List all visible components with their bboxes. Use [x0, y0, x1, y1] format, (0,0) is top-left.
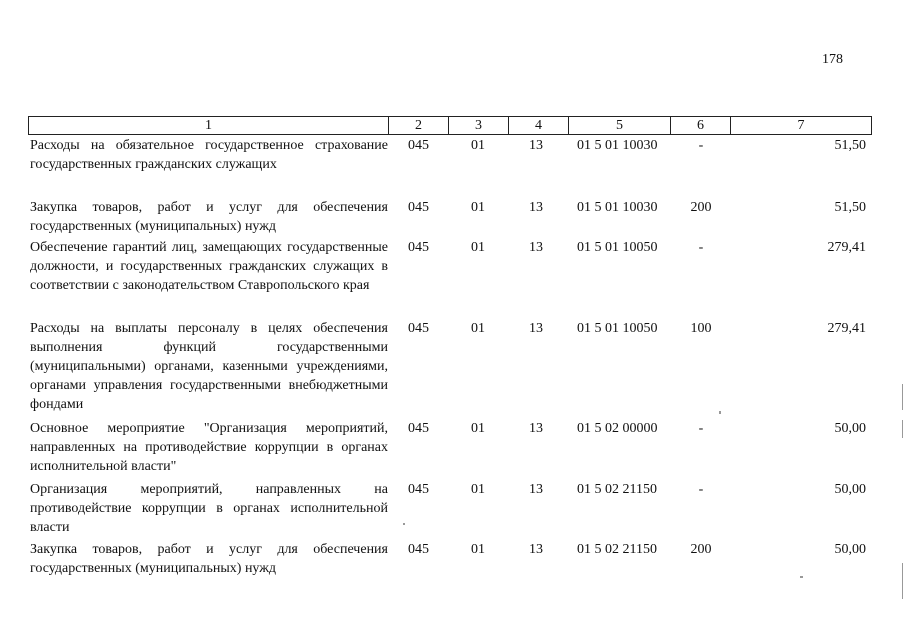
- cell-expense-type: 200: [690, 542, 712, 557]
- cell-target-article: 01 5 01 10050: [577, 321, 658, 336]
- cell-expense-type: 200: [690, 200, 712, 215]
- column-header-3: 3: [449, 117, 509, 135]
- row-description: Закупка товаров, работ и услуг для обеспечения государственных (муниципальных) нужд: [30, 200, 388, 234]
- column-header-6: 6: [671, 117, 731, 135]
- cell-target-article: 01 5 01 10030: [577, 138, 658, 153]
- cell-expense-type: -: [698, 421, 704, 436]
- cell-amount: 50,00: [834, 542, 866, 557]
- cell-subsection: 13: [529, 542, 543, 557]
- column-header-2: 2: [389, 117, 449, 135]
- row-description: Основное мероприятие "Организация мероприятий, направленных на противодействие коррупции в органах исполнительной власти": [30, 421, 388, 474]
- cell-ministry-code: 045: [408, 240, 429, 255]
- cell-subsection: 13: [529, 421, 543, 436]
- cell-amount: 51,50: [834, 200, 866, 215]
- cell-ministry-code: 045: [408, 138, 429, 153]
- scan-speck: [800, 576, 803, 578]
- cell-subsection: 13: [529, 321, 543, 336]
- scan-speck: [403, 523, 405, 525]
- column-header-4: 4: [509, 117, 569, 135]
- cell-ministry-code: 045: [408, 200, 429, 215]
- column-header-5: 5: [569, 117, 671, 135]
- cell-section: 01: [471, 542, 485, 557]
- cell-ministry-code: 045: [408, 482, 429, 497]
- cell-amount: 51,50: [834, 138, 866, 153]
- cell-section: 01: [471, 240, 485, 255]
- cell-ministry-code: 045: [408, 421, 429, 436]
- row-description: Обеспечение гарантий лиц, замещающих государственные должности, и государственных гражданских служащих в соответствии с законодательством Ставропольского края: [30, 240, 388, 293]
- cell-amount: 50,00: [834, 421, 866, 436]
- scan-edge-mark: [902, 420, 903, 438]
- row-description: Расходы на выплаты персоналу в целях обеспечения выполнения функций государственными (муниципальными) органами, казенными учреждениями, органами управления государственными внебюджетными фондами: [30, 321, 388, 412]
- cell-section: 01: [471, 321, 485, 336]
- row-description: Закупка товаров, работ и услуг для обеспечения государственных (муниципальных) нужд: [30, 542, 388, 576]
- cell-expense-type: -: [698, 138, 704, 153]
- cell-target-article: 01 5 02 21150: [577, 482, 657, 497]
- row-description: Организация мероприятий, направленных на противодействие коррупции в органах исполнительной власти: [30, 482, 388, 535]
- cell-section: 01: [471, 421, 485, 436]
- cell-amount: 279,41: [827, 240, 866, 255]
- cell-target-article: 01 5 01 10050: [577, 240, 658, 255]
- cell-target-article: 01 5 02 21150: [577, 542, 657, 557]
- cell-expense-type: -: [698, 240, 704, 255]
- scan-speck: [719, 411, 721, 414]
- cell-target-article: 01 5 01 10030: [577, 200, 658, 215]
- row-description: Расходы на обязательное государственное страхование государственных гражданских служащих: [30, 138, 388, 172]
- scan-edge-mark: [902, 384, 903, 410]
- column-header-row: [28, 116, 872, 135]
- cell-expense-type: -: [698, 482, 704, 497]
- cell-subsection: 13: [529, 138, 543, 153]
- cell-target-article: 01 5 02 00000: [577, 421, 658, 436]
- cell-expense-type: 100: [690, 321, 712, 336]
- cell-section: 01: [471, 482, 485, 497]
- cell-section: 01: [471, 200, 485, 215]
- cell-ministry-code: 045: [408, 542, 429, 557]
- page-number: 178: [822, 52, 843, 67]
- cell-amount: 279,41: [827, 321, 866, 336]
- cell-subsection: 13: [529, 240, 543, 255]
- cell-amount: 50,00: [834, 482, 866, 497]
- cell-ministry-code: 045: [408, 321, 429, 336]
- cell-subsection: 13: [529, 200, 543, 215]
- cell-subsection: 13: [529, 482, 543, 497]
- scan-edge-mark: [902, 563, 903, 599]
- column-header-1: 1: [29, 117, 389, 135]
- cell-section: 01: [471, 138, 485, 153]
- column-header-7: 7: [731, 117, 872, 135]
